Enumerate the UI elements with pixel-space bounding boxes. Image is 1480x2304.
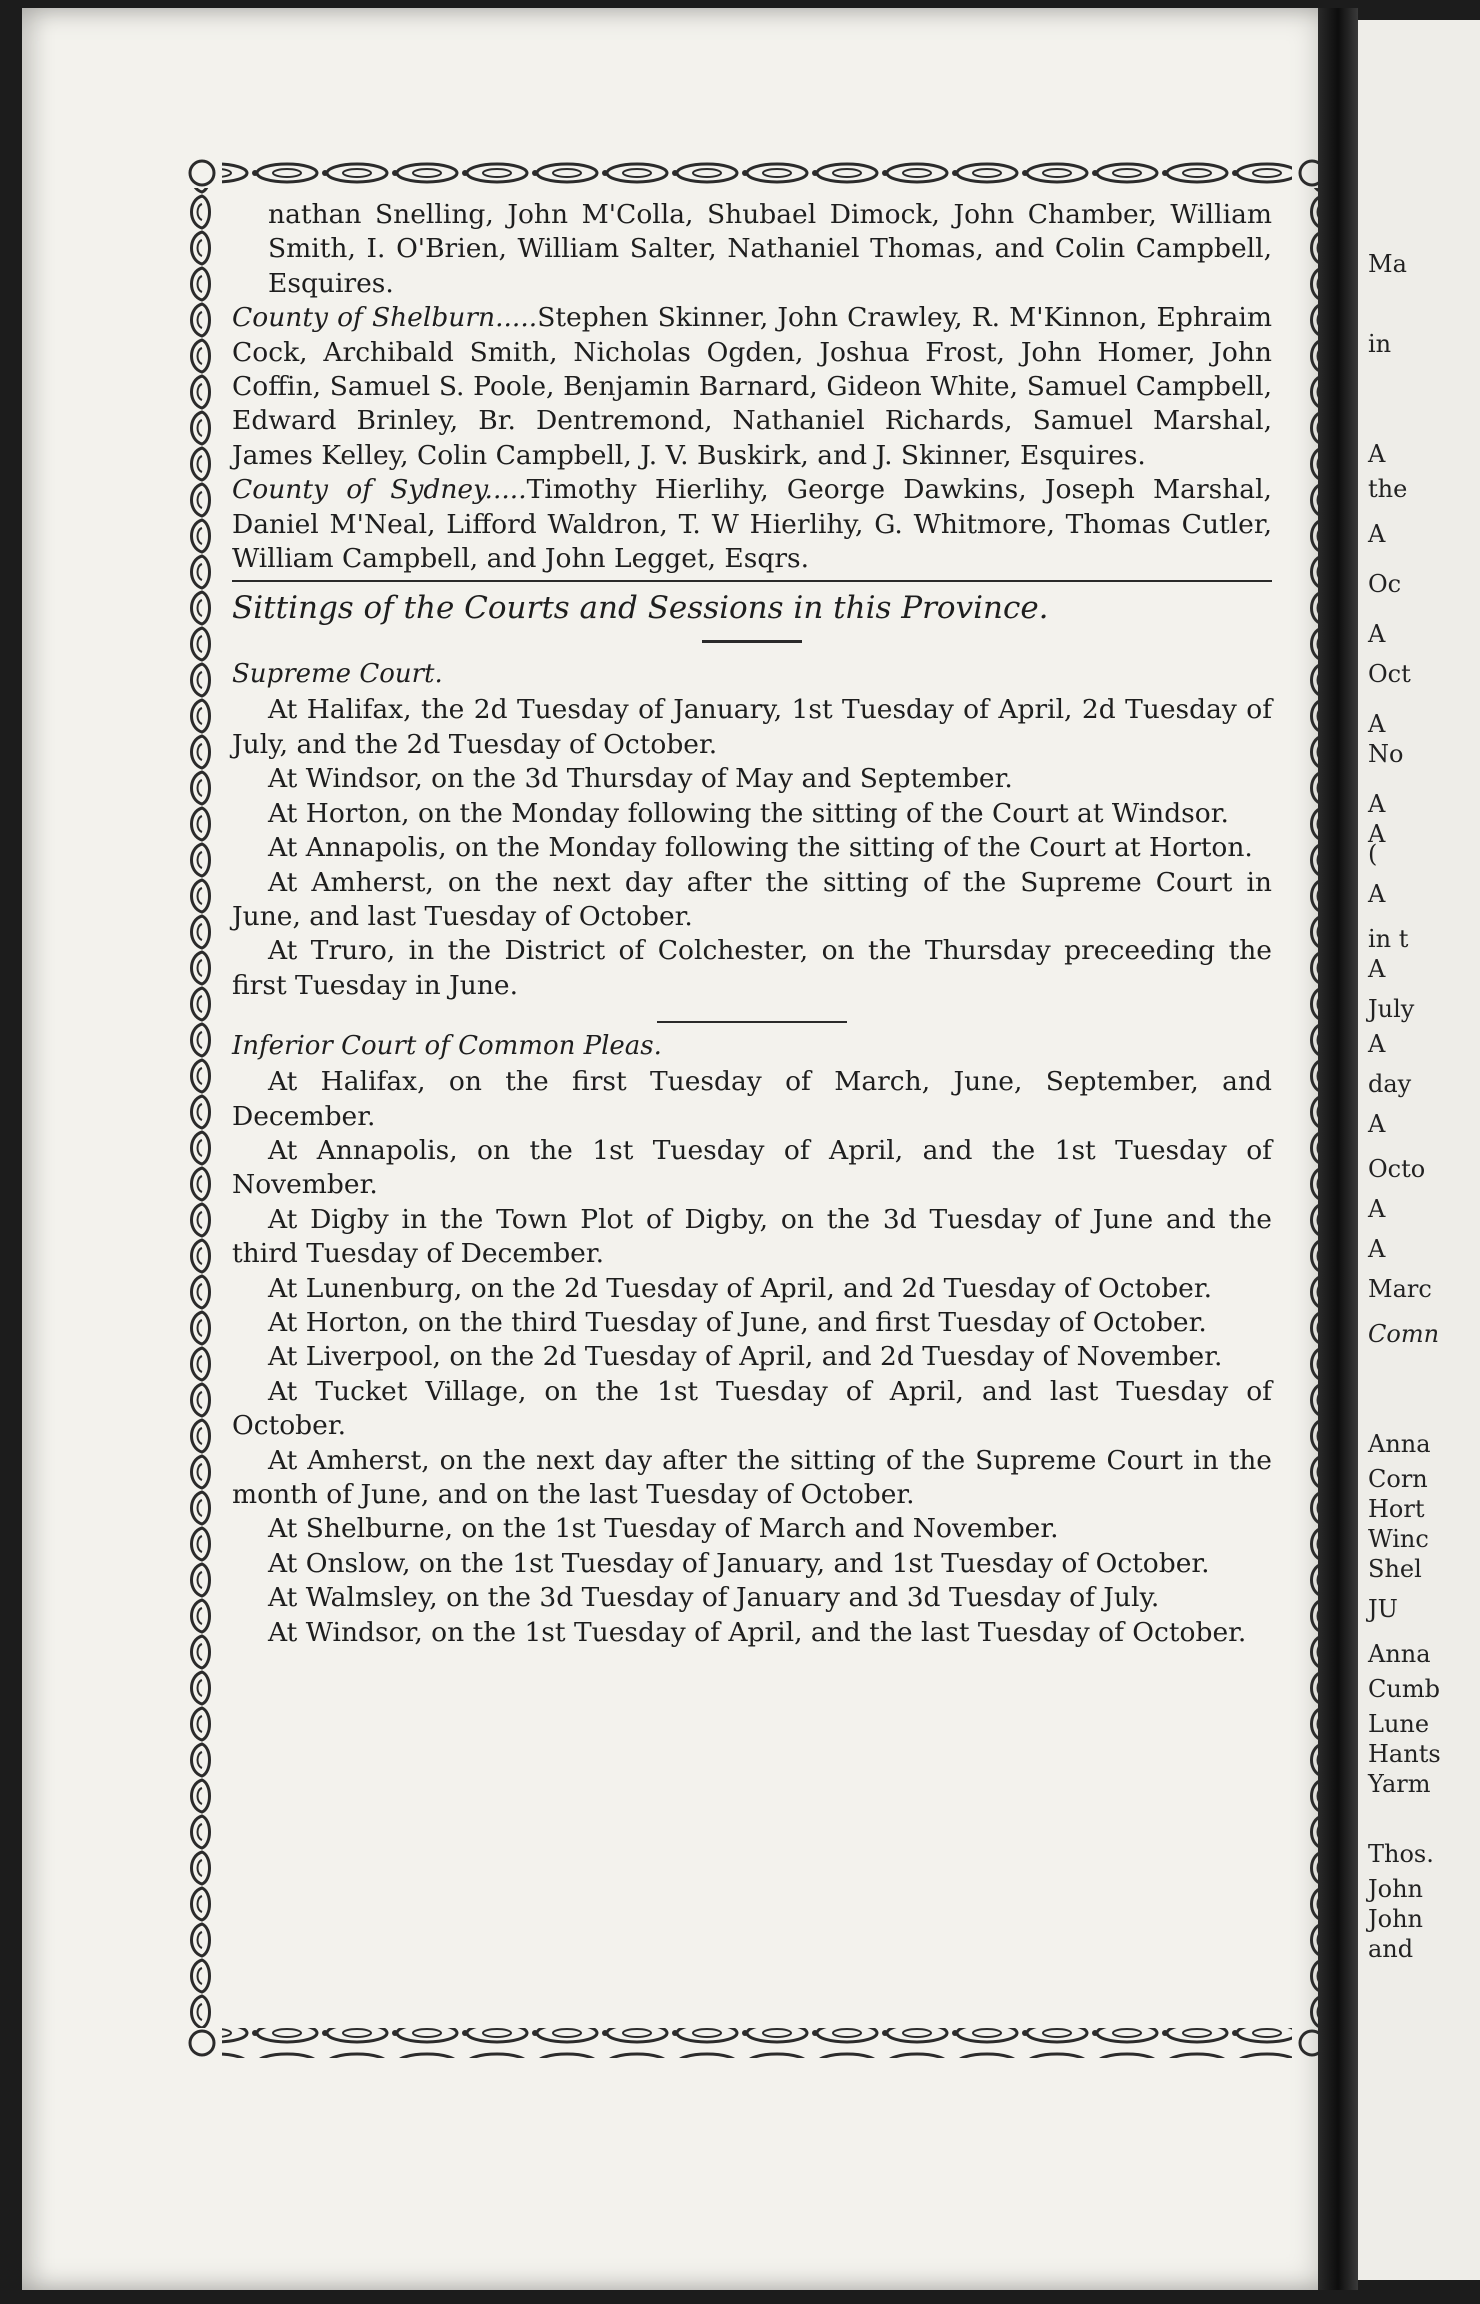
right-page-fragment: A — [1368, 440, 1386, 468]
divider — [702, 640, 802, 643]
right-page-fragment: Corn — [1368, 1465, 1428, 1493]
right-page-fragment: Oct — [1368, 660, 1411, 688]
court-sitting: At Shelburne, on the 1st Tuesday of March and November. — [268, 1513, 1059, 1545]
county-entry-continued — [232, 198, 1272, 301]
county-entry-sydney — [232, 473, 1272, 576]
right-page-fragment: July — [1368, 995, 1415, 1023]
court-sitting: At Annapolis, on the 1st Tuesday of April, and the 1st Tuesday of November. — [232, 1134, 1272, 1201]
right-page-fragment: Cumb — [1368, 1675, 1440, 1703]
right-page-fragment: day — [1368, 1070, 1412, 1098]
right-page-fragment: Lune — [1368, 1710, 1430, 1738]
right-page-fragment: in t — [1368, 925, 1409, 953]
court-sitting: At Liverpool, on the 2d Tuesday of April, and 2d Tuesday of November. — [268, 1341, 1223, 1373]
court-sitting: At Windsor, on the 3d Thursday of May and September. — [268, 763, 1013, 795]
left-page — [22, 8, 1340, 2290]
right-page-fragment: A — [1368, 1195, 1386, 1223]
right-page-fragment: Hants — [1368, 1740, 1441, 1768]
right-page-fragment: A — [1368, 710, 1386, 738]
right-page-fragment: A — [1368, 790, 1386, 818]
right-page-fragment: Marc — [1368, 1275, 1432, 1303]
right-page-fragment: Yarm — [1368, 1770, 1431, 1798]
right-page-fragment: A — [1368, 880, 1386, 908]
court-sitting: At Halifax, the 2d Tuesday of January, 1st Tuesday of April, 2d Tuesday of July, and the 2d Tuesday of October. — [232, 694, 1272, 760]
court-sitting: At Amherst, on the next day after the sitting of the Supreme Court in June, and last Tuesday of October. — [232, 866, 1272, 932]
right-page-fragment: Thos. — [1368, 1840, 1434, 1868]
right-page-fragment: A — [1368, 955, 1386, 983]
right-page-fragment: No — [1368, 740, 1404, 768]
page-text — [232, 198, 1272, 1650]
supreme-court-title: Supreme Court. — [232, 659, 443, 690]
right-page-edge — [1358, 20, 1480, 2280]
county-magistrates: Timothy Hierlihy, George Dawkins, Joseph Marshal, Daniel M'Neal, Lifford Waldron, T. W Hierlihy, G. Whitmore, Thomas Cutler, William Campbell, and John Legget, Esqrs. — [232, 474, 1272, 575]
right-page-fragment: ( — [1368, 840, 1378, 868]
court-sitting: At Digby in the Town Plot of Digby, on the 3d Tuesday of June and the third Tuesday of December. — [232, 1203, 1272, 1270]
right-page-fragment: A — [1368, 1030, 1386, 1058]
right-page-fragment: A — [1368, 820, 1386, 848]
right-page-fragment: A — [1368, 1235, 1386, 1263]
right-page-fragment: Anna — [1368, 1640, 1431, 1668]
county-magistrates: nathan Snelling, John M'Colla, Shubael Dimock, John Chamber, William Smith, I. O'Brien, William Salter, Nathaniel Thomas, and Colin Campbell, Esquires. — [268, 199, 1272, 299]
county-label: County of Shelburn..... — [232, 302, 538, 334]
court-sitting: At Windsor, on the 1st Tuesday of April, and the last Tuesday of October. — [268, 1616, 1247, 1648]
county-magistrates: Stephen Skinner, John Crawley, R. M'Kinnon, Ephraim Cock, Archibald Smith, Nicholas Ogden, Joshua Frost, John Homer, John Coffin, Samuel S. Poole, Benjamin Barnard, Gideon White, Samuel Campbell, Edward Brinley, Br. Dentremond, Nathaniel Richards, Samuel Marshal, James Kelley, Colin Campbell, J. V. Buskirk, and J. Skinner, Esquires. — [232, 302, 1272, 471]
divider — [232, 580, 1272, 582]
court-sitting: At Halifax, on the first Tuesday of March, June, September, and December. — [232, 1066, 1272, 1132]
right-page-fragment: A — [1368, 620, 1386, 648]
right-page-fragment: A — [1368, 1110, 1386, 1138]
inferior-court-title: Inferior Court of Common Pleas. — [232, 1031, 662, 1062]
court-sitting: At Tucket Village, on the 1st Tuesday of April, and last Tuesday of October. — [232, 1375, 1272, 1442]
right-page-fragment: and — [1368, 1935, 1414, 1963]
county-label: County of Sydney..... — [232, 474, 527, 506]
court-sitting: At Horton, on the third Tuesday of June, and first Tuesday of October. — [268, 1306, 1207, 1338]
county-entry-shelburn — [232, 301, 1272, 473]
court-sitting: At Walmsley, on the 3d Tuesday of January and 3d Tuesday of July. — [268, 1582, 1160, 1614]
right-page-fragment: Shel — [1368, 1555, 1422, 1583]
right-page-fragment: Octo — [1368, 1155, 1426, 1183]
right-page-fragment: Winc — [1368, 1525, 1429, 1553]
right-page-fragment: in — [1368, 330, 1392, 358]
section-title: Sittings of the Courts and Sessions in this Province. — [232, 590, 1049, 627]
right-page-fragment: John — [1368, 1875, 1423, 1903]
right-page-fragment: Oc — [1368, 570, 1402, 598]
right-page-fragment: Anna — [1368, 1430, 1431, 1458]
right-page-fragment: Hort — [1368, 1495, 1425, 1523]
right-page-fragment: JU — [1368, 1595, 1398, 1623]
court-sitting: At Horton, on the Monday following the sitting of the Court at Windsor. — [268, 797, 1229, 829]
right-page-fragment: John — [1368, 1905, 1423, 1933]
right-page-fragment: the — [1368, 475, 1408, 503]
court-sitting: At Truro, in the District of Colchester, on the Thursday preceeding the first Tuesday in June. — [232, 935, 1272, 1001]
divider — [657, 1021, 847, 1023]
court-sitting: At Onslow, on the 1st Tuesday of January, and 1st Tuesday of October. — [268, 1547, 1210, 1579]
court-sitting: At Annapolis, on the Monday following the sitting of the Court at Horton. — [268, 832, 1253, 864]
book-gutter — [1318, 8, 1358, 2290]
court-sitting: At Amherst, on the next day after the sitting of the Supreme Court in the month of June, and on the last Tuesday of October. — [232, 1444, 1272, 1510]
right-page-fragment: Comn — [1368, 1320, 1440, 1348]
right-page-fragment: Ma — [1368, 250, 1407, 278]
court-sitting: At Lunenburg, on the 2d Tuesday of April, and 2d Tuesday of October. — [268, 1272, 1213, 1304]
right-page-fragment: A — [1368, 520, 1386, 548]
